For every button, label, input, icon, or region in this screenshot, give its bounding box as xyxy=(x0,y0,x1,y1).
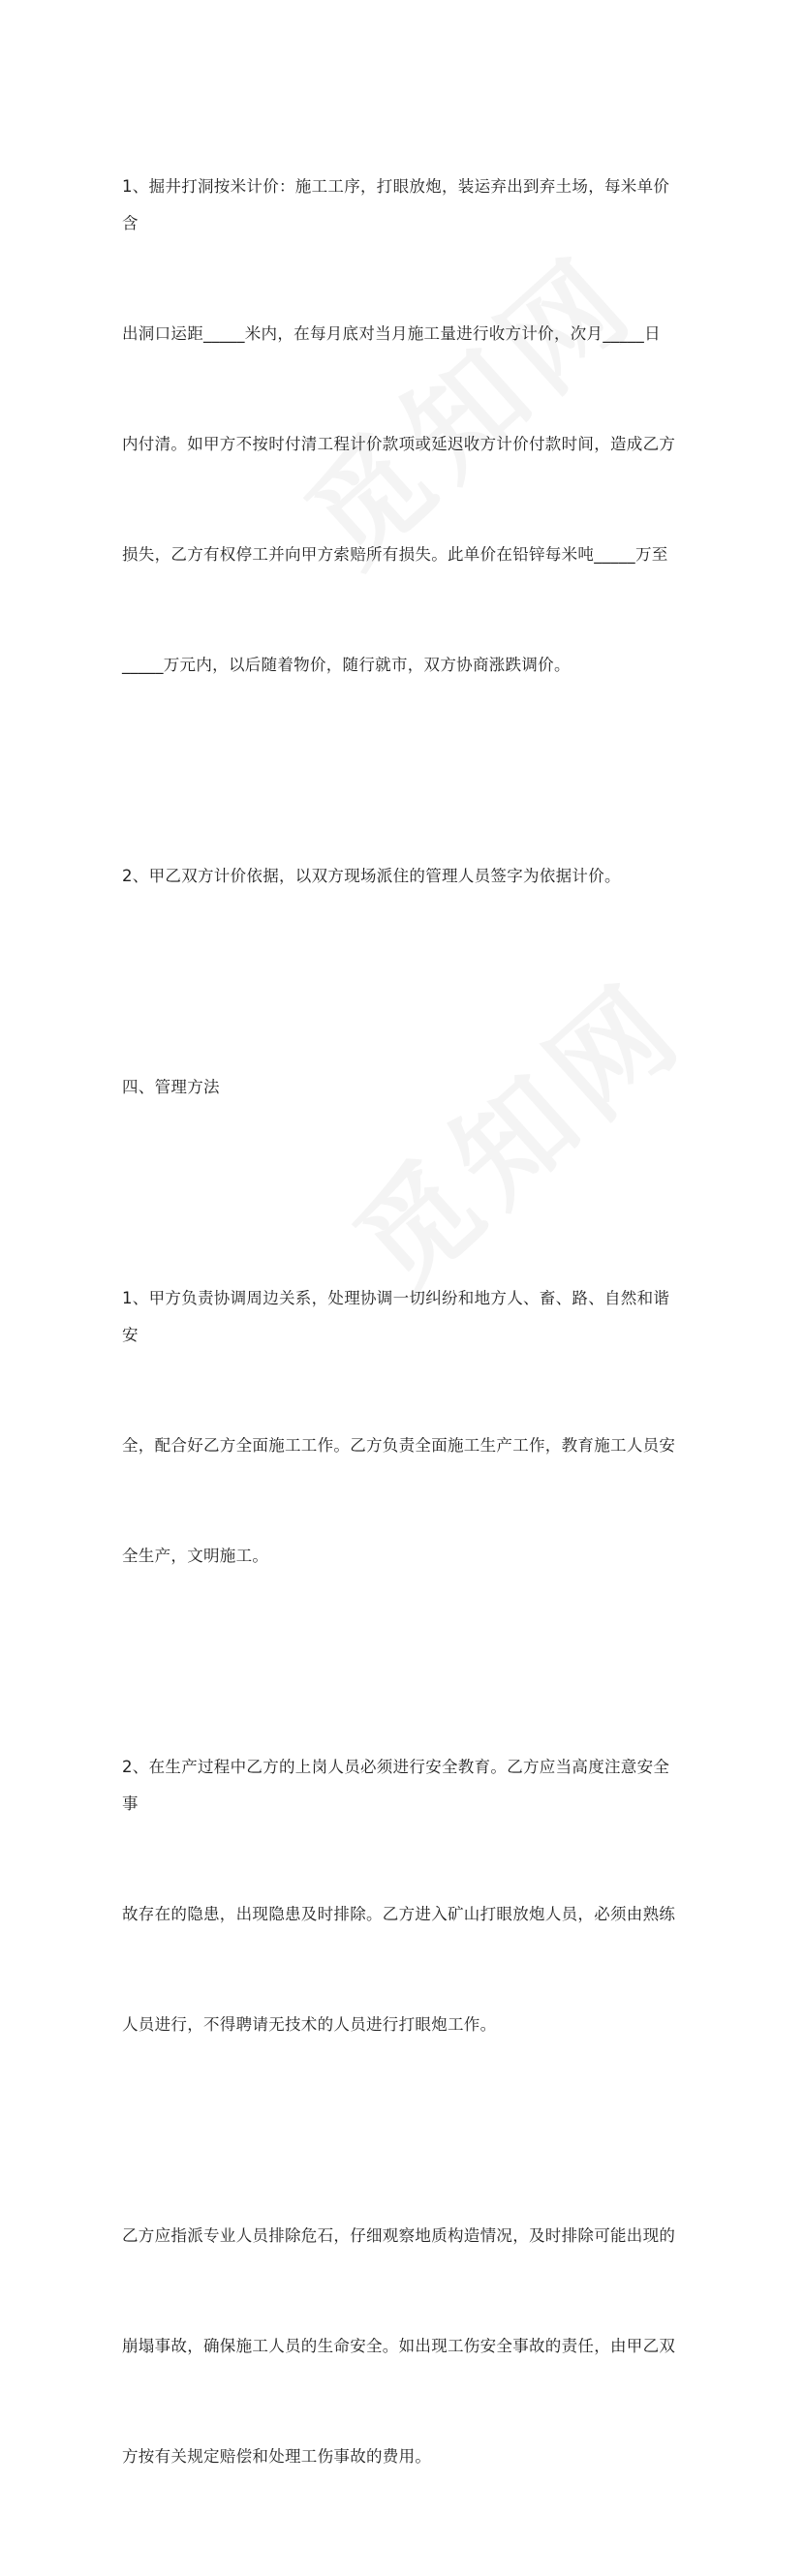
text-line: 故存在的隐患，出现隐患及时排除。乙方进入矿山打眼放炮人员，必须由熟练 xyxy=(122,1905,676,1923)
text-line: 内付清。如甲方不按时付清工程计价款项或延迟收方计价付款时间，造成乙方 xyxy=(122,435,676,453)
text-line: 2、在生产过程中乙方的上岗人员必须进行安全教育。乙方应当高度注意安全事 xyxy=(122,1758,670,1813)
paragraph-management-2 xyxy=(122,1675,684,2117)
text-line: 乙方应指派专业人员排除危石，仔细观察地质构造情况，及时排除可能出现的 xyxy=(122,2226,676,2245)
text-line: 损失，乙方有权停工并向甲方索赔所有损失。此单价在铅锌每米吨_____万至 xyxy=(122,545,668,564)
text-line: 1、甲方负责协调周边关系，处理协调一切纠纷和地方人、畜、路、自然和谐安 xyxy=(122,1289,670,1344)
text-line: 人员进行，不得聘请无技术的人员进行打眼炮工作。 xyxy=(122,2015,497,2034)
text-line: 全，配合好乙方全面施工工作。乙方负责全面施工生产工作，教育施工人员安 xyxy=(122,1436,676,1455)
text-line: _____万元内，以后随着物价，随行就市，双方协商涨跌调价。 xyxy=(122,656,571,674)
text-line: 2、甲乙双方计价依据，以双方现场派住的管理人员签字为依据计价。 xyxy=(122,867,621,885)
text-line: 崩塌事故，确保施工人员的生命安全。如出现工伤安全事故的责任，由甲乙双 xyxy=(122,2337,676,2355)
paragraph-management-1 xyxy=(122,1207,684,1648)
document-body xyxy=(122,95,684,2576)
paragraph-pricing-by-meter xyxy=(122,95,684,757)
heading-line: 四、管理方法 xyxy=(122,1078,220,1096)
text-line: 全生产，文明施工。 xyxy=(122,1547,269,1565)
section-heading xyxy=(122,996,684,1180)
paragraph-pricing-basis xyxy=(122,784,684,968)
text-line: 1、掘井打洞按米计价：施工工序，打眼放炮，装运弃出到弃土场，每米单价含 xyxy=(122,177,670,232)
paragraph-safety xyxy=(122,2144,684,2549)
text-line: 方按有关规定赔偿和处理工伤事故的费用。 xyxy=(122,2447,432,2466)
text-line: 出洞口运距_____米内，在每月底对当月施工量进行收方计价，次月_____日 xyxy=(122,324,661,343)
